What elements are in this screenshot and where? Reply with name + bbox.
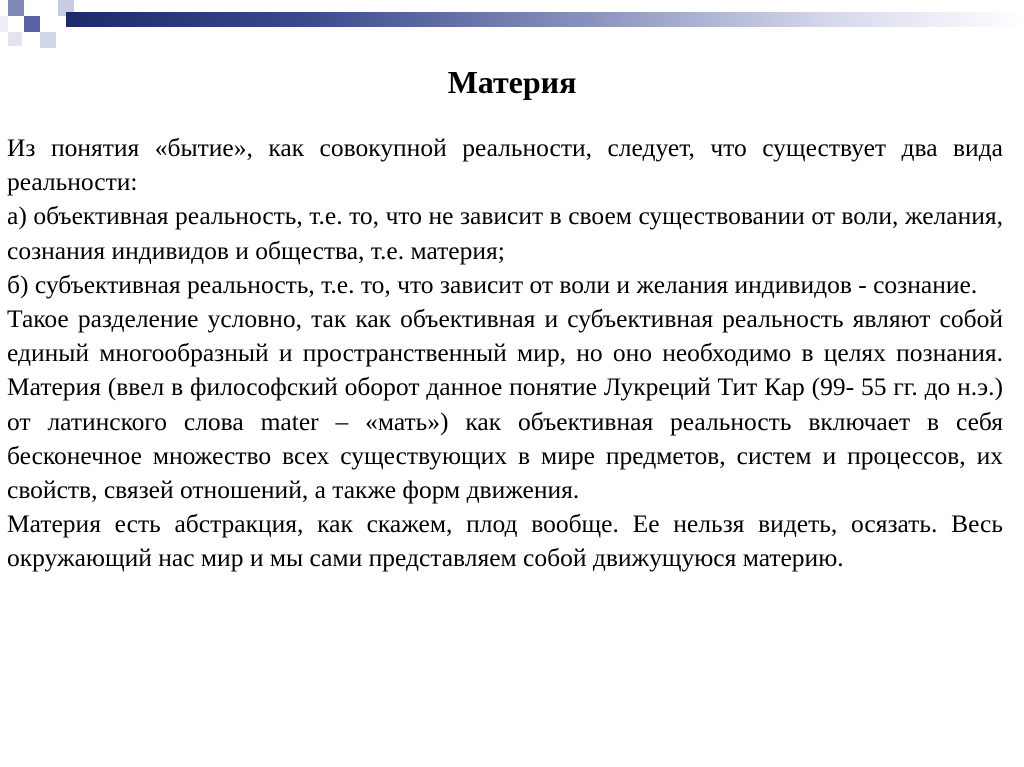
decor-square bbox=[0, 16, 8, 32]
paragraph: Такое разделение условно, так как объективная и субъективная реальность являют собой единый многообразный и пространственный мир, но оно необходимо в целях познания. Материя (ввел в философский оборот данное понятие Лукреций Тит Кар (99- 55 гг. до н.э.) от латинского слова mater – «мать») как объективная реальность включает в себя бесконечное множество всех существующих в мире предметов, систем и процессов, их свойств, связей отношений, а также форм движения. bbox=[7, 304, 1003, 505]
paragraph: Из понятия «бытие», как совокупной реальности, следует, что существует два вида реальности: bbox=[7, 133, 1003, 197]
decor-square bbox=[8, 32, 22, 46]
paragraph: Материя есть абстракция, как скажем, плод вообще. Ее нельзя видеть, осязать. Весь окружающий нас мир и мы сами представляем собой движущуюся материю. bbox=[7, 509, 1003, 573]
decor-square bbox=[40, 32, 56, 48]
slide-body bbox=[7, 131, 1003, 576]
decor-square bbox=[24, 16, 40, 32]
slide-title: Материя bbox=[447, 64, 577, 100]
decor-square bbox=[8, 0, 24, 16]
paragraph: б) субъективная реальность, т.е. то, что зависит от воли и желания индивидов - сознание. bbox=[7, 269, 978, 299]
header-gradient-bar bbox=[66, 12, 1024, 27]
paragraph: а) объективная реальность, т.е. то, что не зависит в своем существовании от воли, желания, сознания индивидов и общества, т.е. материя; bbox=[7, 201, 1003, 265]
